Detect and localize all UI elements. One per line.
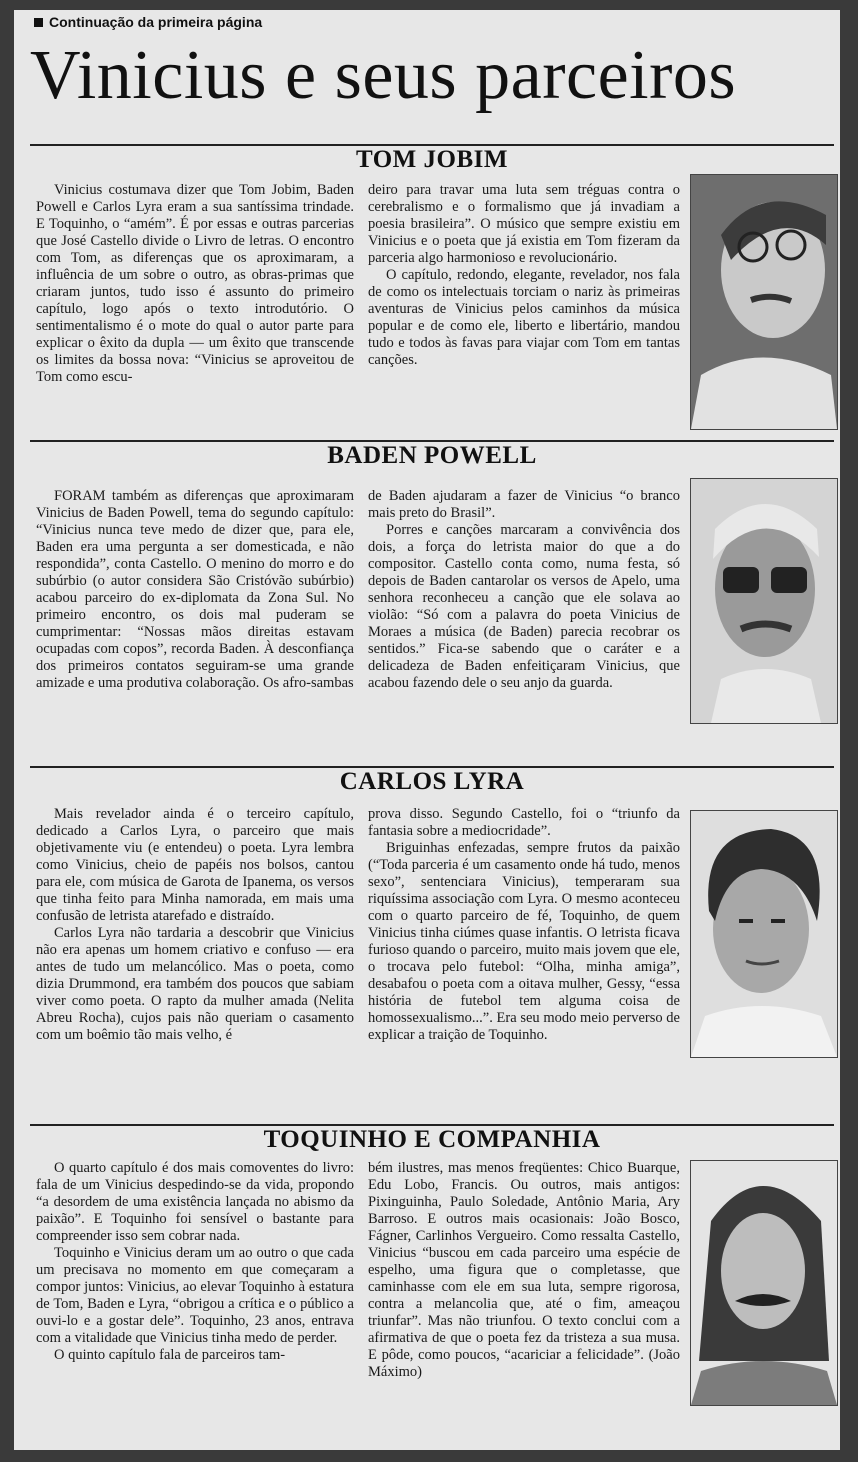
- section-title-carlos-lyra: CARLOS LYRA: [339, 768, 525, 795]
- photo-baden-powell: [690, 478, 838, 724]
- portrait-photo-icon: [691, 811, 837, 1057]
- kicker-text: Continuação da primeira página: [49, 14, 263, 30]
- section-title-baden-powell: BADEN POWELL: [327, 442, 537, 469]
- portrait-photo-icon: [691, 1161, 837, 1405]
- section-3-column-1: [36, 806, 354, 1044]
- paragraph: Carlos Lyra não tardaria a descobrir que Vinicius não era apenas um homem criativo e confuso — era antes de tudo um melancólico. Mas o poeta, como dizia Drummond, era também dos poucos que sabiam viver como poeta. O rapto da mulher amada (Nelita Abreu Rocha), cujos pais não queriam o casamento com um boêmio tão mais velho, é: [36, 925, 354, 1043]
- newspaper-page: [14, 10, 840, 1450]
- section-4-column-2: [368, 1160, 680, 1381]
- section-4-column-1: [36, 1160, 354, 1364]
- paragraph: Toquinho e Vinicius deram um ao outro o que cada um precisava no momento em que começaram a compor juntos: Vinicius, ao elevar Toquinho à estatura de Tom, Baden e Lyra, “obrigou a crítica e o público a ouvi-lo e a gostar dele”. Toquinho, 23 anos, entrava com a vitalidade que Vinicius tinha medo de perder.: [36, 1245, 354, 1346]
- paragraph: FORAM também as diferenças que aproximaram Vinicius de Baden Powell, tema do segundo capítulo: “Vinicius nunca teve medo de dizer que, para ele, Baden era uma pergunta a ser domesticada, e não respondida”, conta Castello. O menino do morro e do subúrbio (o autor considera São Cristóvão subúrbio) acabou parceiro do ex-diplomata da Zona Sul. No primeiro encontro, os dois mal puderam se cumprimentar: “Nossas mãos direitas estavam ocupadas com copos”, recorda Baden. À desconfiança dos primeiros contatos seguiram-se uma grande amizade e uma produtiva colaboração. Os afro-sambas: [36, 488, 354, 691]
- paragraph: O capítulo, redondo, elegante, revelador, nos fala de como os intelectuais torciam o nariz às primeiras aventuras de Vinicius pelos caminhos da música popular e de como ele, liberto e libertário, mandou tudo e todos às favas para viajar com Tom em tantas canções.: [368, 267, 680, 368]
- portrait-photo-icon: [691, 175, 837, 429]
- section-1-column-2: [368, 182, 680, 369]
- paragraph: de Baden ajudaram a fazer de Vinicius “o branco mais preto do Brasil”.: [368, 488, 680, 521]
- paragraph: Mais revelador ainda é o terceiro capítulo, dedicado a Carlos Lyra, o parceiro que mais objetivamente viu (e entendeu) o poeta. Lyra lembra como Vinicius, cheio de papéis nos bolsos, cantou para ele, com música de Garota de Ipanema, os versos que tinha feito para Minha namorada, em mais uma confusão de letrista atarefado e distraído.: [36, 806, 354, 924]
- paragraph: bém ilustres, mas menos freqüentes: Chico Buarque, Edu Lobo, Francis. Ou outros, mais antigos: Pixinguinha, Paulo Soledade, Antônio Maria, Ary Barroso. E outros mais ocasionais: João Bosco, Fágner, Carlinhos Vergueiro. Como ressalta Castello, Vinicius “buscou em cada parceiro uma espécie de espelho, uma figura que o completasse, que caminhasse com ele em sua luta, sempre rigorosa, contra a melancolia que, até o fim, ameaçou triunfar”. Mas não triunfou. O texto conclui com a afirmativa de que o poeta fez da tristeza a sua musa. E pôde, como poucos, “acariciar a felicidade”. (João Máximo): [368, 1160, 680, 1380]
- paragraph: prova disso. Segundo Castello, foi o “triunfo da fantasia sobre a mediocridade”.: [368, 806, 680, 839]
- photo-tom-jobim: [690, 174, 838, 430]
- photo-carlos-lyra: [690, 810, 838, 1058]
- photo-toquinho: [690, 1160, 838, 1406]
- section-2-column-2: [368, 488, 680, 692]
- section-title-tom-jobim: TOM JOBIM: [356, 146, 508, 173]
- section-1-column-1: [36, 182, 354, 386]
- paragraph: Vinicius costumava dizer que Tom Jobim, Baden Powell e Carlos Lyra eram a sua santíssima trindade. E Toquinho, o “amém”. É por essas e outras parcerias que José Castello divide o Livro de letras. O encontro com Tom, as diferenças que os aproximaram, a influência de um sobre o outro, as obras-primas que criaram juntos, tudo isso é assunto do primeiro capítulo, logo após o texto introdutório. O sentimentalismo é o mote do qual o autor parte para explicar o êxito da dupla — um êxito que transcende os limites da bossa nova: “Vinicius se aproveitou de Tom como escu-: [36, 182, 354, 385]
- paragraph: Porres e canções marcaram a convivência dos dois, a força do letrista maior do que a do compositor. Castello conta como, numa festa, só depois de Baden cantarolar os versos de Apelo, uma senhora reconheceu a canção que ele solava ao violão: “Só com a palavra do poeta Vinicius de Moraes a música (de Baden) parecia recobrar os sentidos.” Fica-se sabendo que o caráter e a delicadeza de Baden enfeitiçaram Vinicius, que acabou fazendo dele o seu anjo da guarda.: [368, 522, 680, 691]
- portrait-photo-icon: [691, 479, 837, 723]
- paragraph: Briguinhas enfezadas, sempre frutos da paixão (“Toda parceria é um casamento onde há tudo, menos sexo”, sentenciara Vinicius), temperaram sua riquíssima associação com Lyra. O mesmo aconteceu com o quarto parceiro de fé, Toquinho, de quem Vinicius tinha ciúmes quase infantis. O letrista ficava furioso quando o parceiro, muito mais jovem que ele, o trocava pelo futebol: “Olha, minha amiga”, desabafou o poeta com a oitava mulher, Gessy, “essa história de futebol tem alguma coisa de homossexualismo...”. Era seu modo meio perverso de explicar a traição de Toquinho.: [368, 840, 680, 1043]
- kicker: [34, 14, 262, 30]
- paragraph: deiro para travar uma luta sem tréguas contra o cerebralismo e o formalismo que já invadiam a poesia brasileira”. O músico que sempre existiu em Vinicius e o poeta que já existia em Tom fizeram da parceria algo harmonioso e revolucionário.: [368, 182, 680, 266]
- paragraph: O quinto capítulo fala de parceiros tam-: [54, 1347, 286, 1363]
- bullet-square-icon: [34, 18, 43, 27]
- section-2-column-1: [36, 488, 354, 692]
- paragraph: O quarto capítulo é dos mais comoventes do livro: fala de um Vinicius despedindo-se da vida, propondo “a desordem de uma existência lançada no abismo da paixão”. E Toquinho foi sensível o bastante para compreender isso sem cobrar nada.: [36, 1160, 354, 1244]
- section-title-toquinho-e-companhia: TOQUINHO E COMPANHIA: [263, 1126, 601, 1153]
- headline: Vinicius e seus parceiros: [30, 37, 737, 114]
- section-3-column-2: [368, 806, 680, 1044]
